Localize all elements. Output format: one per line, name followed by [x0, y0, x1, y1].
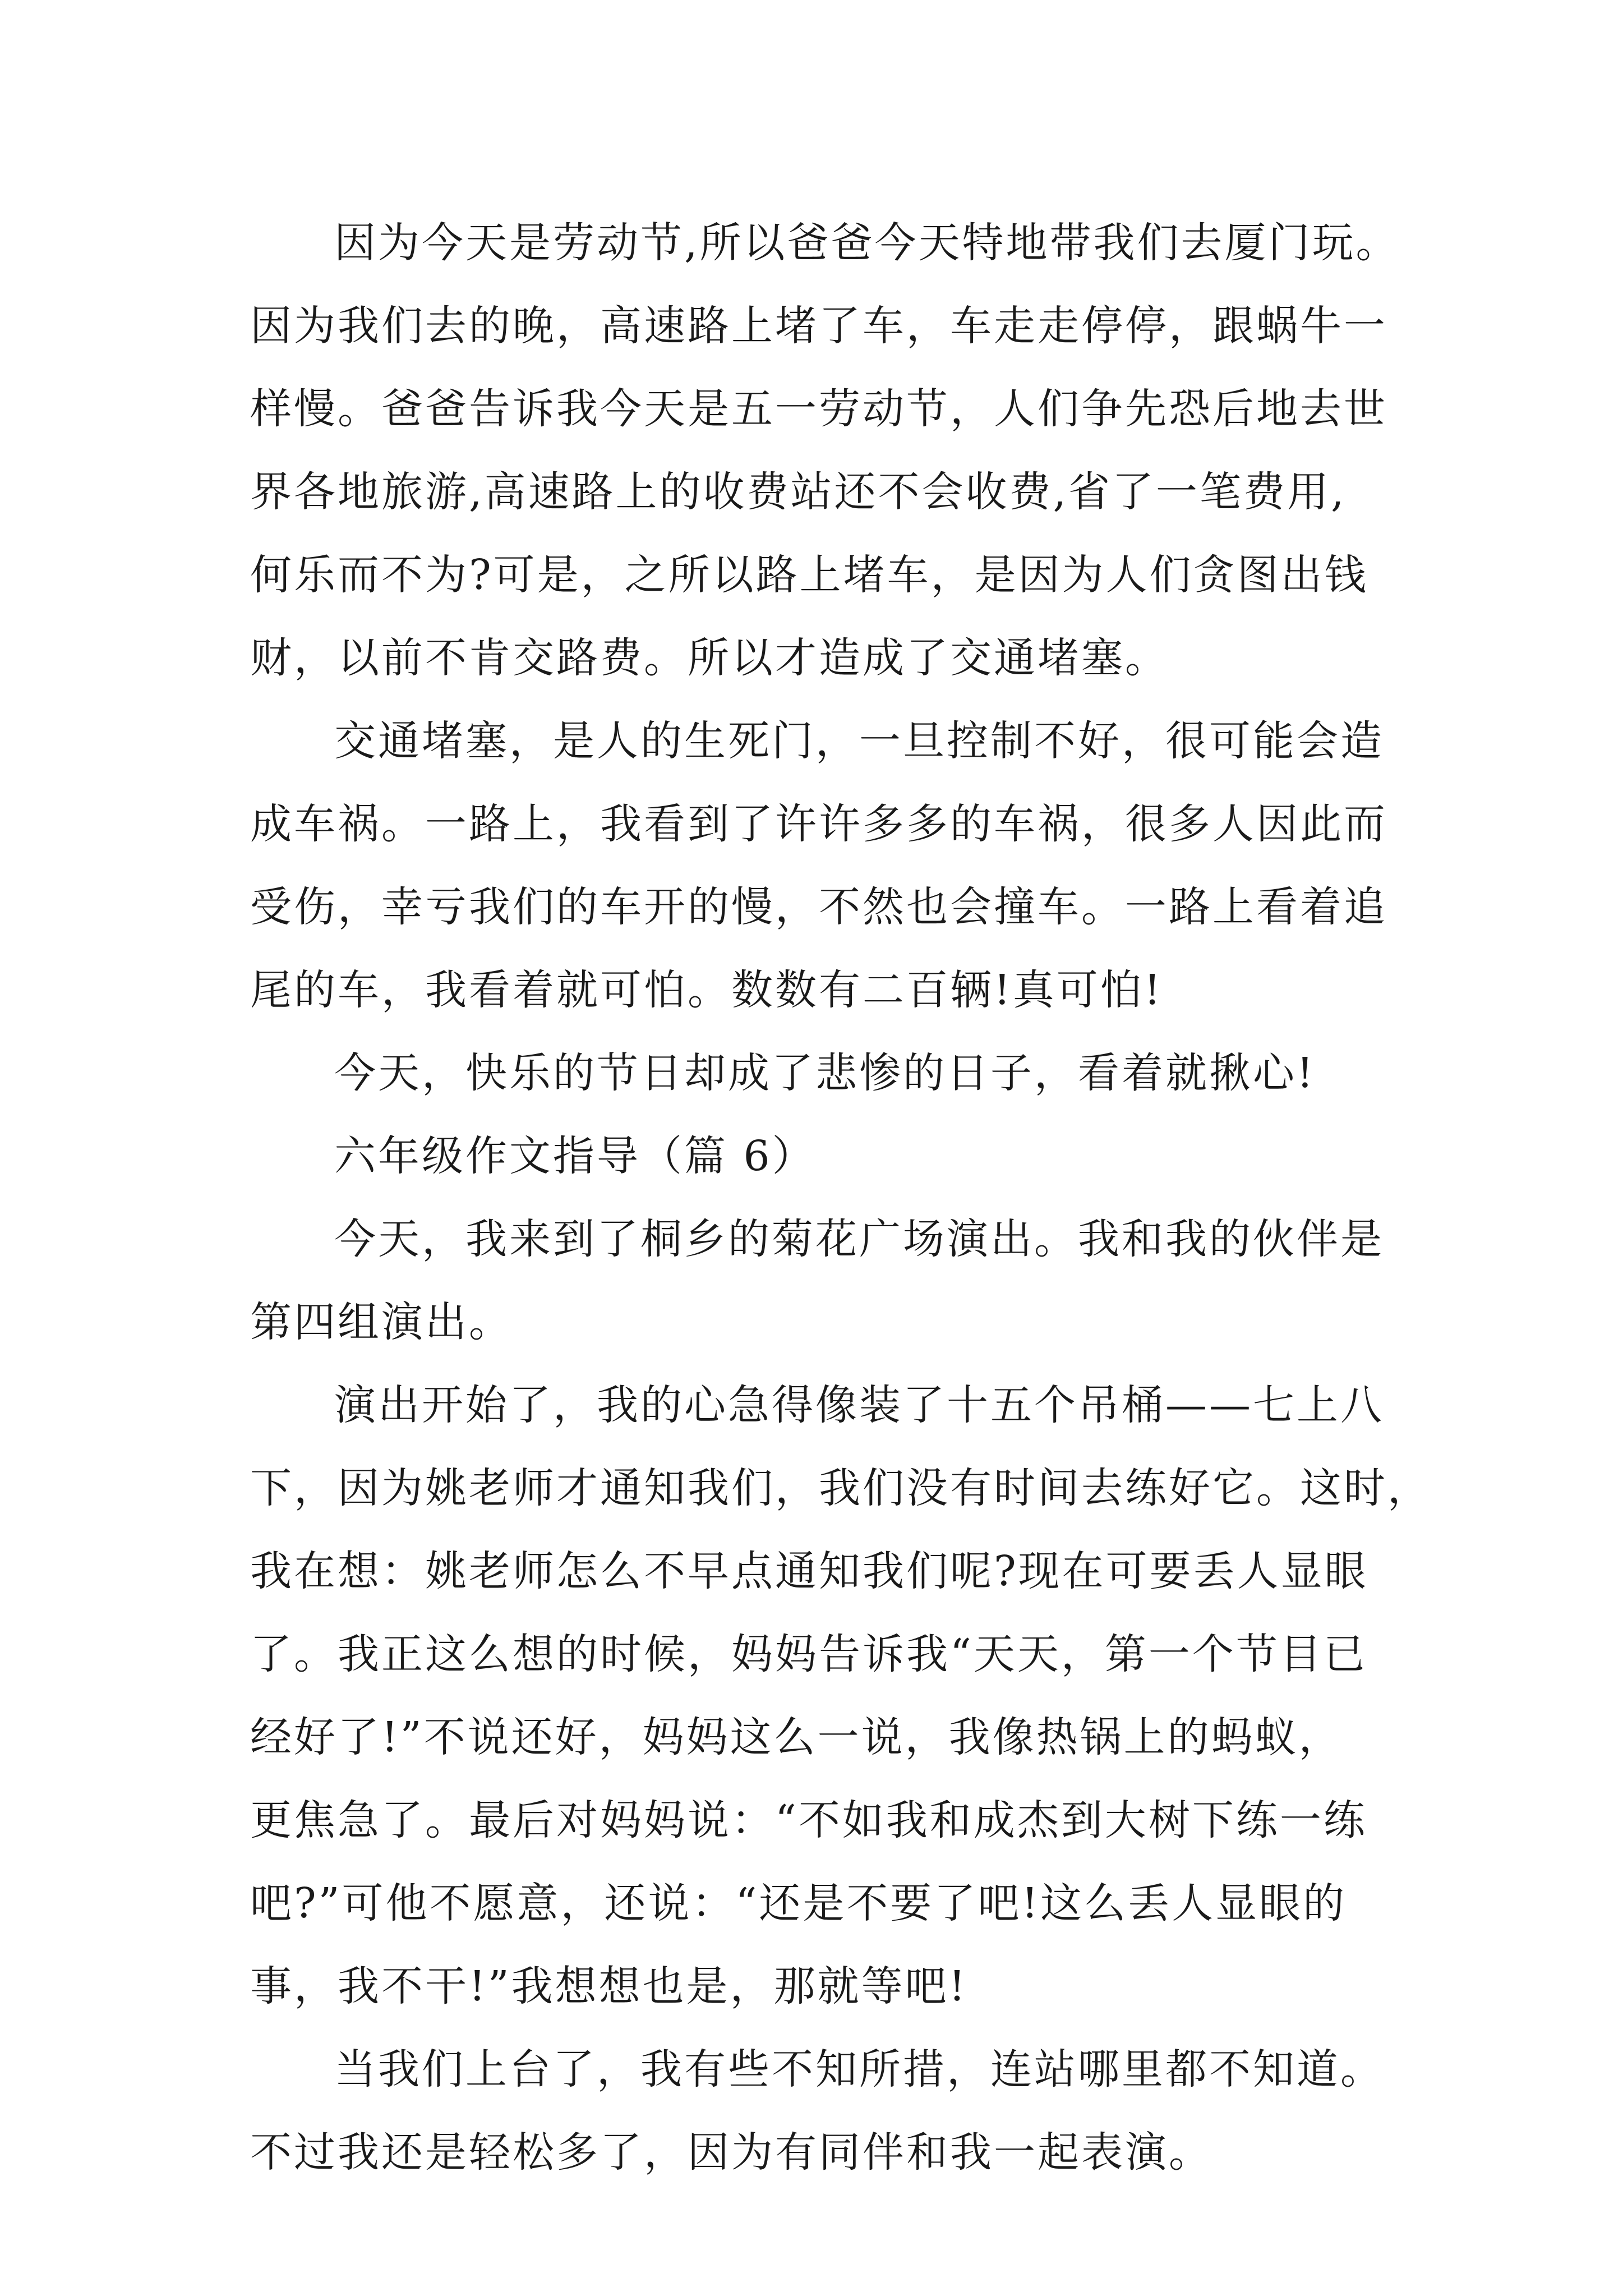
paragraph-line: 交通堵塞，是人的生死门，一旦控制不好，很可能会造 — [334, 717, 1384, 765]
paragraph-line: 了。我正这么想的时候，妈妈告诉我“天天，第一个节目已 — [250, 1630, 1367, 1678]
paragraph-line: 不过我还是轻松多了，因为有同伴和我一起表演。 — [250, 2128, 1212, 2177]
paragraph-line: 我在想：姚老师怎么不早点通知我们呢?现在可要丢人显眼 — [250, 1547, 1368, 1595]
paragraph-line: 今天，我来到了桐乡的菊花广场演出。我和我的伙伴是 — [334, 1215, 1384, 1263]
paragraph-line: 受伤，幸亏我们的车开的慢，不然也会撞车。一路上看着追 — [250, 883, 1387, 931]
paragraph-line: 第四组演出。 — [250, 1298, 513, 1346]
paragraph-line: 演出开始了，我的心急得像装了十五个吊桶——七上八 — [334, 1381, 1384, 1429]
paragraph-line: 更焦急了。最后对妈妈说：“不如我和成杰到大树下练一练 — [250, 1796, 1367, 1844]
paragraph-line: 经好了!”不说还好，妈妈这么一说，我像热锅上的蚂蚁， — [250, 1713, 1343, 1761]
paragraph-line: 样慢。爸爸告诉我今天是五一劳动节，人们争先恐后地去世 — [250, 385, 1387, 433]
paragraph-line: 今天，快乐的节日却成了悲惨的日子，看着就揪心! — [334, 1049, 1316, 1097]
paragraph-line: 界各地旅游,高速路上的收费站还不会收费,省了一笔费用, — [250, 468, 1347, 516]
paragraph-line: 何乐而不为?可是，之所以路上堵车，是因为人们贪图出钱 — [250, 551, 1368, 599]
section-heading: 六年级作文指导（篇 6） — [334, 1132, 816, 1180]
paragraph-line: 下，因为姚老师才通知我们，我们没有时间去练好它。这时， — [250, 1464, 1431, 1512]
paragraph-line: 财，以前不肯交路费。所以才造成了交通堵塞。 — [250, 634, 1169, 682]
paragraph-line: 尾的车，我看着就可怕。数数有二百辆!真可怕! — [250, 966, 1163, 1014]
paragraph-line: 当我们上台了，我有些不知所措，连站哪里都不知道。 — [334, 2045, 1384, 2093]
paragraph-line: 因为今天是劳动节,所以爸爸今天特地带我们去厦门玩。 — [334, 219, 1400, 267]
paragraph-line: 成车祸。一路上，我看到了许许多多的车祸，很多人因此而 — [250, 800, 1387, 848]
paragraph-line: 吧?”可他不愿意，还说：“还是不要了吧!这么丢人显眼的 — [250, 1879, 1347, 1927]
document-body — [250, 209, 1433, 2201]
paragraph-line: 事，我不干!”我想想也是，那就等吧! — [250, 1962, 968, 2010]
paragraph-line: 因为我们去的晚，高速路上堵了车，车走走停停，跟蜗牛一 — [250, 302, 1387, 350]
